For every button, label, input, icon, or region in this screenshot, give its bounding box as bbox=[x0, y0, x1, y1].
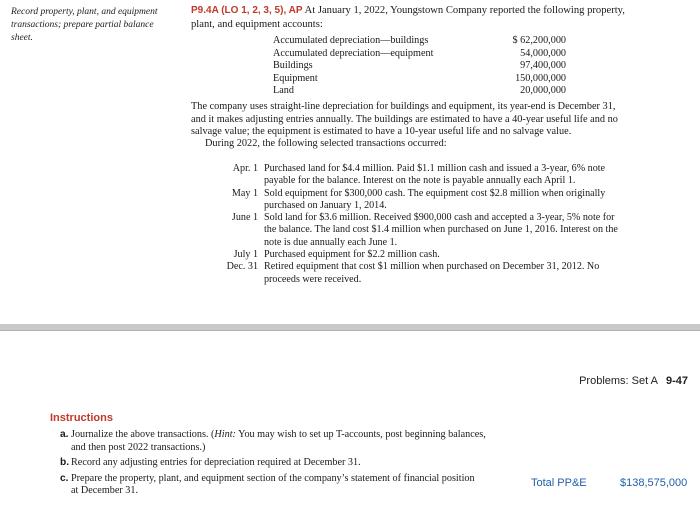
instruction-text-part: Journalize the above transactions. ( bbox=[71, 429, 215, 440]
instruction-label: c. bbox=[60, 472, 69, 484]
transaction-text bbox=[264, 163, 660, 188]
instruction-item bbox=[60, 457, 531, 470]
account-name: Equipment bbox=[273, 72, 318, 84]
transaction-date: Dec. 31 bbox=[226, 261, 258, 273]
instruction-text bbox=[71, 429, 531, 454]
transaction-text bbox=[264, 249, 660, 261]
transaction-text bbox=[264, 212, 660, 249]
transaction-line: note is due annually each June 1. bbox=[264, 236, 398, 248]
transaction-row bbox=[204, 188, 660, 213]
problem-intro-1: At January 1, 2022, Youngstown Company reported the following property, bbox=[304, 5, 625, 16]
transaction-date: July 1 bbox=[233, 249, 258, 261]
instruction-text: Record any adjusting entries for depreciation required at December 31. bbox=[71, 457, 361, 469]
side-note: Record property, plant, and equipment transactions; prepare partial balance sheet. bbox=[11, 7, 158, 43]
page-footer bbox=[579, 375, 688, 387]
problem-heading bbox=[191, 4, 691, 31]
instruction-hint: Hint: bbox=[214, 429, 236, 440]
transaction-row bbox=[204, 212, 660, 249]
account-name: Buildings bbox=[273, 60, 313, 72]
transaction-text bbox=[264, 261, 660, 286]
transaction-date: Apr. 1 bbox=[232, 163, 258, 174]
footer-section: Problems: Set A bbox=[579, 375, 658, 387]
instruction-text-part: and then post 2022 transactions.) bbox=[71, 441, 206, 453]
account-name: Accumulated depreciation—buildings bbox=[273, 35, 429, 46]
paragraph-line: and it makes adjusting entries annually. The buildings are estimated to have a 40-year useful life and no bbox=[191, 113, 618, 125]
account-name: Land bbox=[273, 85, 294, 97]
footer-page-number: 9-47 bbox=[665, 375, 688, 387]
account-value: 150,000,000 bbox=[515, 72, 566, 84]
transaction-row bbox=[204, 261, 660, 286]
transaction-row bbox=[204, 249, 660, 261]
transaction-line: Purchased land for $4.4 million. Paid $1.1 million cash and issued a 3-year, 6% note bbox=[264, 163, 606, 174]
transaction-date: May 1 bbox=[231, 187, 258, 199]
instruction-label: a. bbox=[60, 429, 69, 440]
instruction-label: b. bbox=[60, 457, 70, 469]
instruction-text bbox=[71, 473, 531, 498]
transaction-line: Sold equipment for $300,000 cash. The equipment cost $2.8 million when originally bbox=[264, 187, 606, 199]
page-divider-edge bbox=[0, 330, 700, 331]
description-paragraph bbox=[191, 101, 653, 139]
account-value: $ 62,200,000 bbox=[512, 35, 566, 46]
account-name: Accumulated depreciation—equipment bbox=[273, 47, 434, 59]
transaction-date: June 1 bbox=[231, 212, 258, 224]
instruction-item bbox=[60, 429, 531, 454]
instruction-item bbox=[60, 473, 531, 498]
transaction-row bbox=[204, 163, 660, 188]
total-ppe-label: Total PP&E bbox=[531, 477, 587, 489]
paragraph-line: salvage value; the equipment is estimated to have a 10-year useful life and no salvage value. bbox=[191, 126, 572, 138]
account-names bbox=[273, 35, 433, 98]
transaction-text bbox=[264, 188, 660, 213]
account-value: 20,000,000 bbox=[520, 85, 566, 97]
transaction-line: Retired equipment that cost $1 million when purchased on December 31, 2012. No bbox=[264, 261, 600, 273]
transaction-line: Sold land for $3.6 million. Received $900,000 cash and accepted a 3-year, 5% note for bbox=[264, 212, 615, 224]
total-ppe-value: $138,575,000 bbox=[620, 477, 688, 489]
transactions-list bbox=[204, 163, 660, 286]
instruction-text-part: Prepare the property, plant, and equipment section of the company’s statement of financial position bbox=[71, 472, 475, 484]
transactions-intro: During 2022, the following selected transactions occurred: bbox=[205, 138, 447, 149]
account-value: 54,000,000 bbox=[520, 47, 566, 59]
problem-id: P9.4A (LO 1, 2, 3, 5), AP bbox=[191, 5, 303, 16]
account-value: 97,400,000 bbox=[520, 60, 566, 72]
account-values bbox=[500, 35, 566, 98]
transaction-line: the balance. The land cost $1.4 million when purchased on June 1, 2016. Interest on the bbox=[264, 224, 618, 236]
transaction-line: Purchased equipment for $2.2 million cash. bbox=[264, 249, 440, 261]
instructions-list bbox=[60, 429, 531, 501]
transaction-line: proceeds were received. bbox=[264, 273, 362, 285]
problem-intro-2: plant, and equipment accounts: bbox=[191, 18, 323, 30]
paragraph-line: The company uses straight-line depreciation for buildings and equipment, its year-end is December 31, bbox=[191, 101, 616, 112]
instruction-text-part: You may wish to set up T-accounts, post beginning balances, bbox=[235, 429, 486, 440]
transaction-line: purchased on January 1, 2014. bbox=[264, 199, 387, 211]
instructions-title: Instructions bbox=[50, 412, 113, 424]
instruction-text-part: at December 31. bbox=[71, 485, 139, 497]
transaction-line: payable for the balance. Interest on the note is payable annually each April 1. bbox=[264, 175, 576, 187]
